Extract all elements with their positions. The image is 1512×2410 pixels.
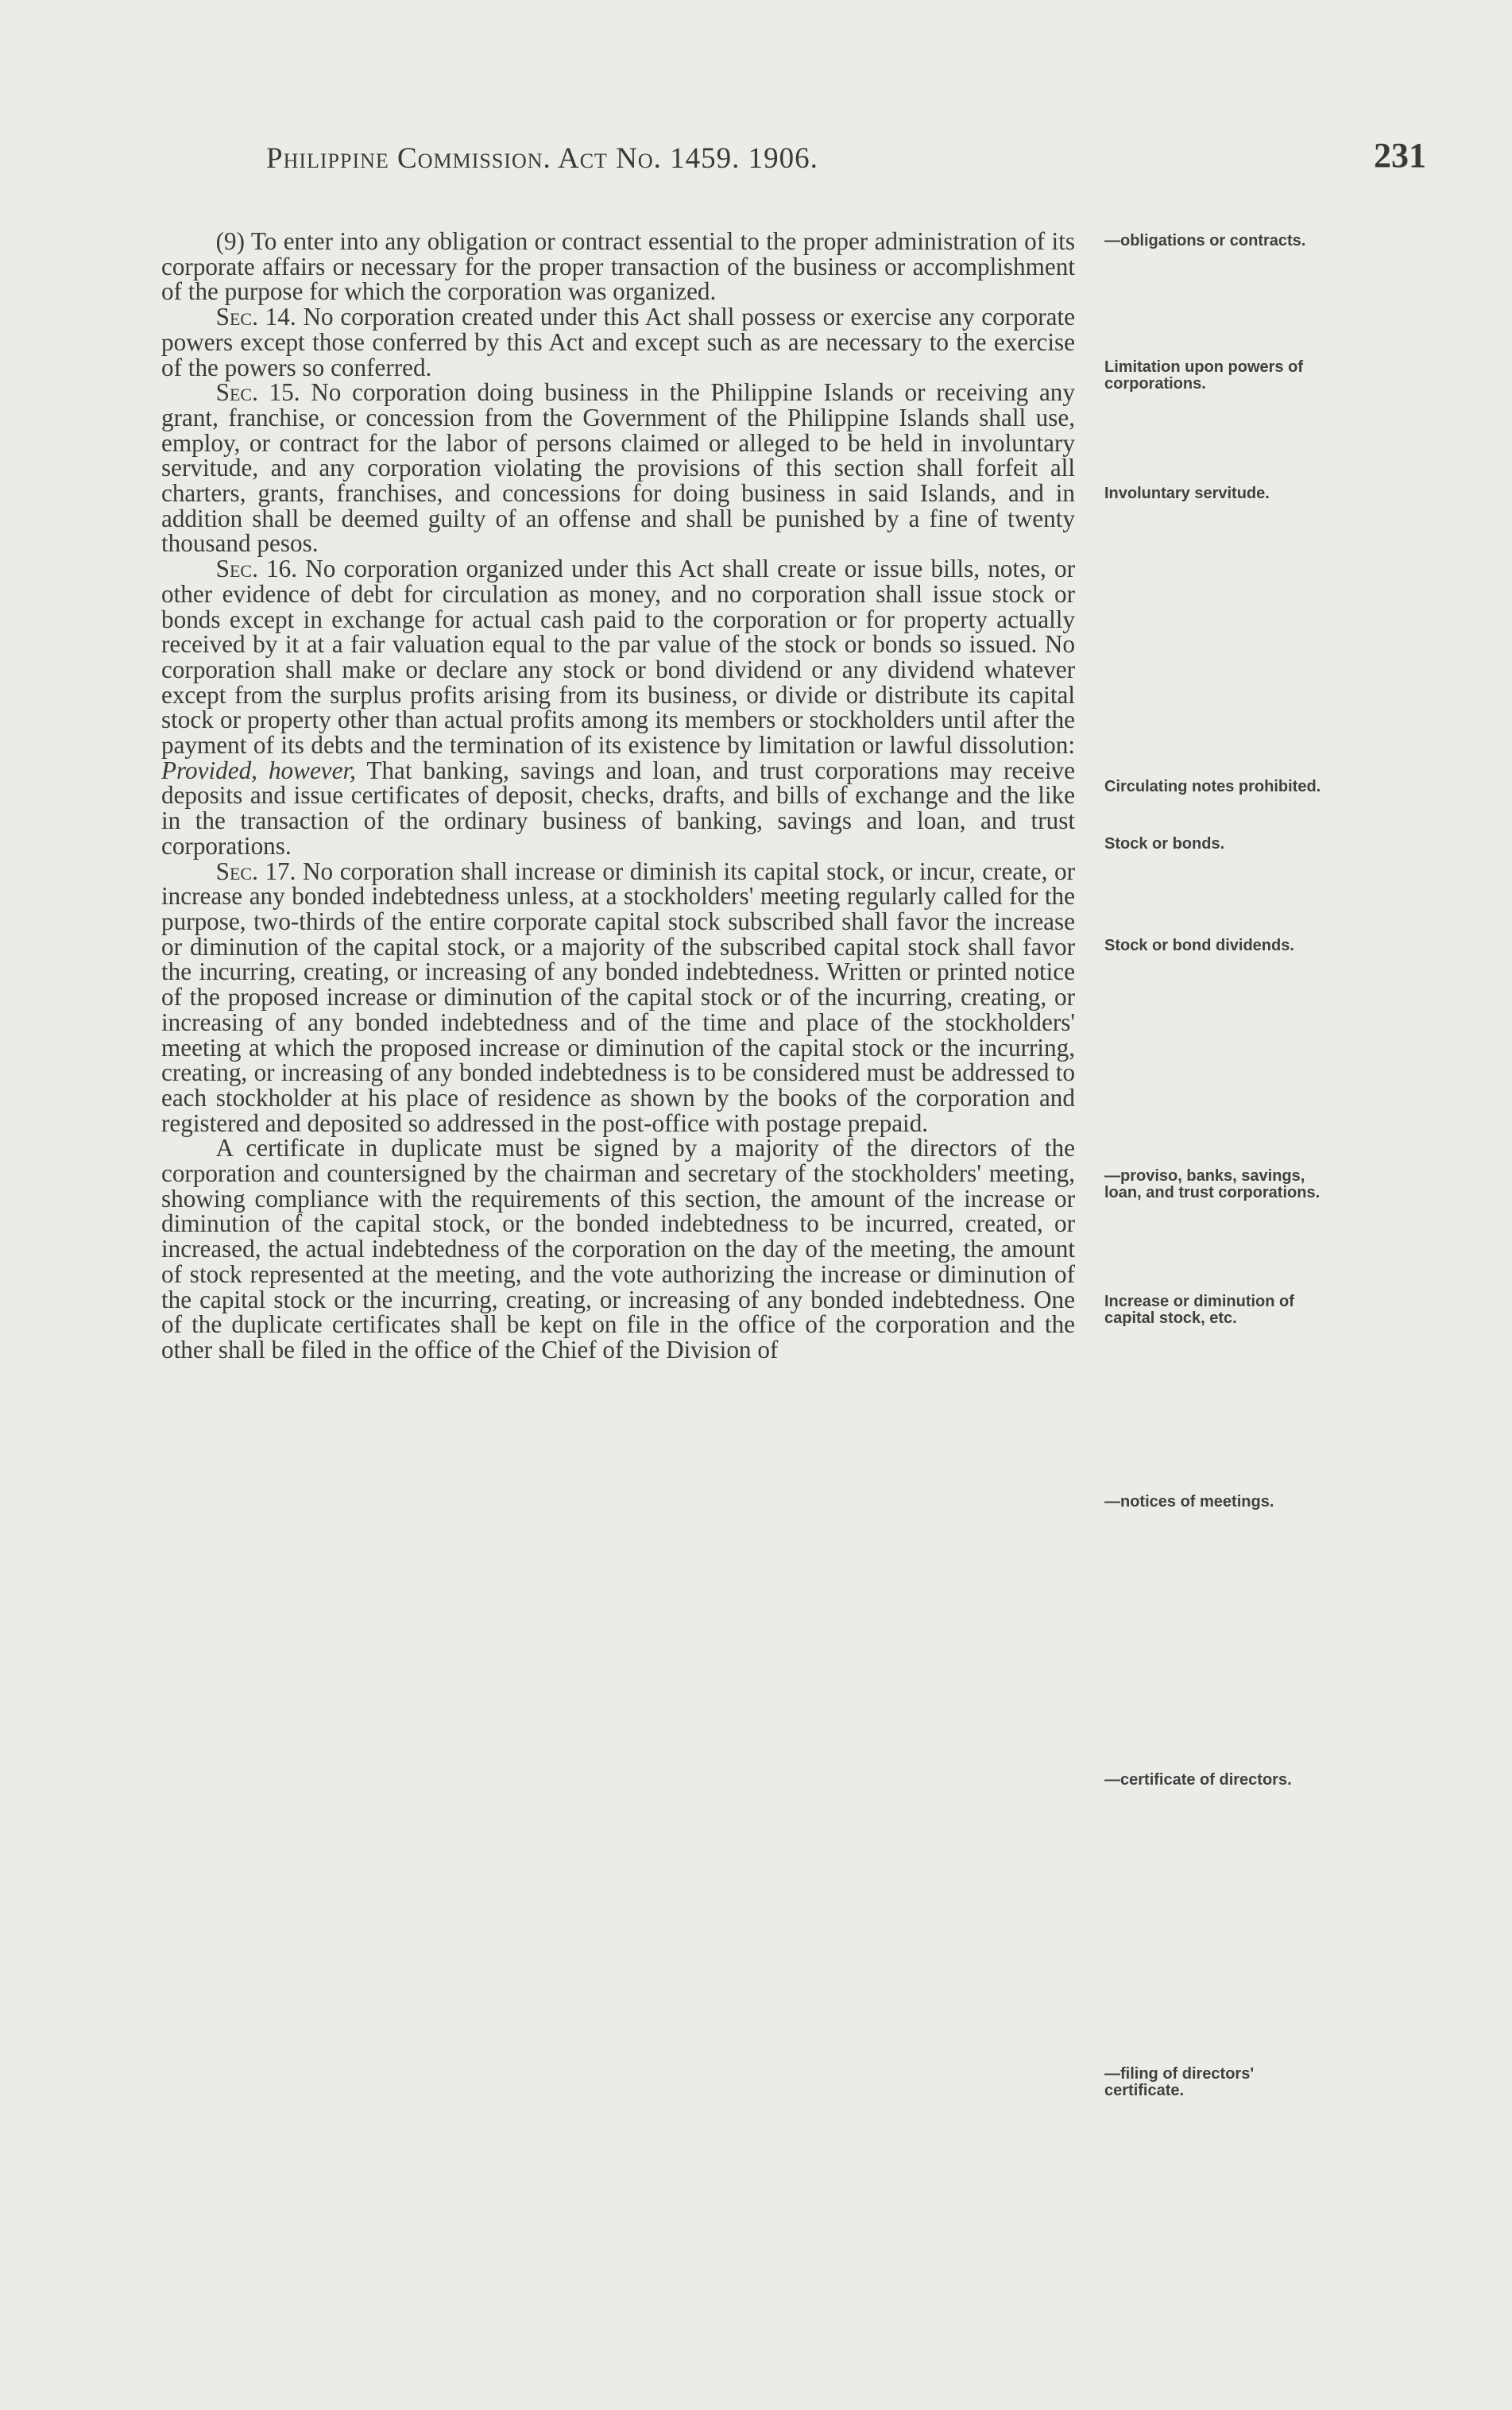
- margin-note: Stock or bond dividends.: [1104, 937, 1294, 954]
- page-number: 231: [1374, 136, 1426, 175]
- running-head: Philippine Commission. Act No. 1459. 1906.: [266, 142, 818, 175]
- section-number: Sec. 16.: [215, 555, 298, 583]
- margin-note: —filing of directors' certificate.: [1104, 2065, 1255, 2099]
- margin-note: Involuntary servitude.: [1104, 485, 1270, 502]
- section-number: Sec. 14.: [215, 303, 296, 331]
- body-text: [161, 229, 1075, 1363]
- page-header: [266, 136, 1426, 189]
- margin-note: —obligations or contracts.: [1104, 232, 1306, 250]
- paragraph-clause-9: (9) To enter into any obligation or contract essential to the proper administration of its corporate affairs or necessary for the proper transaction of the business or accomplishment of the purpose for which the corporation was organized.: [161, 227, 1075, 306]
- section-number: Sec. 15.: [215, 378, 300, 407]
- paragraph-sec-16: Sec. 16. No corporation organized under this Act shall create or issue bills, notes, or other evidence of debt for circulation as money, and no corporation shall issue stock or bonds except in exchange for actual cash paid to the corporation or for property actually received by it at a fair valuation equal to the par value of the stock or bonds so issued. No corporation shall make or declare any stock or bond dividend or any dividend whatever except from the surplus profits arising from its business, or divide or distribute its capital stock or property other than actual profits among its members or stockholders until after the payment of its debts and the termination of its existence by limitation or lawful dissolution: Provided, however, That banking, savings and loan, and trust corporations may receive deposits and issue certificates of deposit, checks, drafts, and bills of exchange and the like in the transaction of the ordinary business of banking, savings and loan, and trust corporations.: [161, 555, 1075, 860]
- margin-note: Increase or diminution of capital stock, etc.: [1104, 1293, 1294, 1327]
- margin-note: Stock or bonds.: [1104, 835, 1225, 853]
- paragraph-certificate: A certificate in duplicate must be signed by a majority of the directors of the corporation and countersigned by the chairman and secretary of the stockholders' meeting, showing compliance with the requirements of this section, the amount of the increase or diminution of the capital stock, or the bonded indebtedness to be incurred, created, or increased, the actual indebtedness of the corporation on the day of the meeting, the amount of stock represented at the meeting, and the vote authorizing the increase or diminution of the capital stock or the incurring, creating, or increasing of any bonded indebtedness. One of the duplicate certificates shall be kept on file in the office of the corporation and the other shall be filed in the office of the Chief of the Division of: [161, 1134, 1075, 1364]
- margin-note: —notices of meetings.: [1104, 1493, 1274, 1511]
- proviso-italic: Provided, however,: [161, 756, 356, 784]
- margin-note: —certificate of directors.: [1104, 1771, 1292, 1789]
- paragraph-sec-15: Sec. 15. No corporation doing business in the Philippine Islands or receiving any grant, franchise, or concession from the Government of the Philippine Islands shall use, employ, or contract for the labor of persons claimed or alleged to be held in involuntary servitude, and any corporation violating the provisions of this section shall forfeit all charters, grants, franchises, and concessions for doing business in said Islands, and in addition shall be deemed guilty of an offense and shall be punished by a fine of twenty thousand pesos.: [161, 378, 1075, 558]
- paragraph-sec-14: Sec. 14. No corporation created under this Act shall possess or exercise any corporate powers except those conferred by this Act and except such as are necessary to the exercise of the powers so conferred.: [161, 303, 1075, 381]
- margin-note: Limitation upon powers of corporations.: [1104, 358, 1303, 393]
- margin-note: —proviso, banks, savings, loan, and trust corporations.: [1104, 1167, 1321, 1201]
- section-number: Sec. 17.: [215, 857, 296, 885]
- paragraph-sec-17: Sec. 17. No corporation shall increase or diminish its capital stock, or incur, create, or increase any bonded indebtedness unless, at a stockholders' meeting regularly called for the purpose, two-thirds of the entire corporate capital stock subscribed shall favor the increase or diminution of the capital stock, or a majority of the subscribed capital stock shall favor the incurring, creating, or increasing of any bonded indebtedness. Written or printed notice of the proposed increase or diminution of the capital stock or of the incurring, creating, or increasing of any bonded indebtedness and of the time and place of the stockholders' meeting at which the proposed increase or diminution of the capital stock or the incurring, creating, or increasing of any bonded indebtedness is to be considered must be addressed to each stockholder at his place of residence as shown by the books of the corporation and registered and deposited so addressed in the post-office with postage prepaid.: [161, 857, 1075, 1137]
- margin-note: Circulating notes prohibited.: [1104, 778, 1321, 795]
